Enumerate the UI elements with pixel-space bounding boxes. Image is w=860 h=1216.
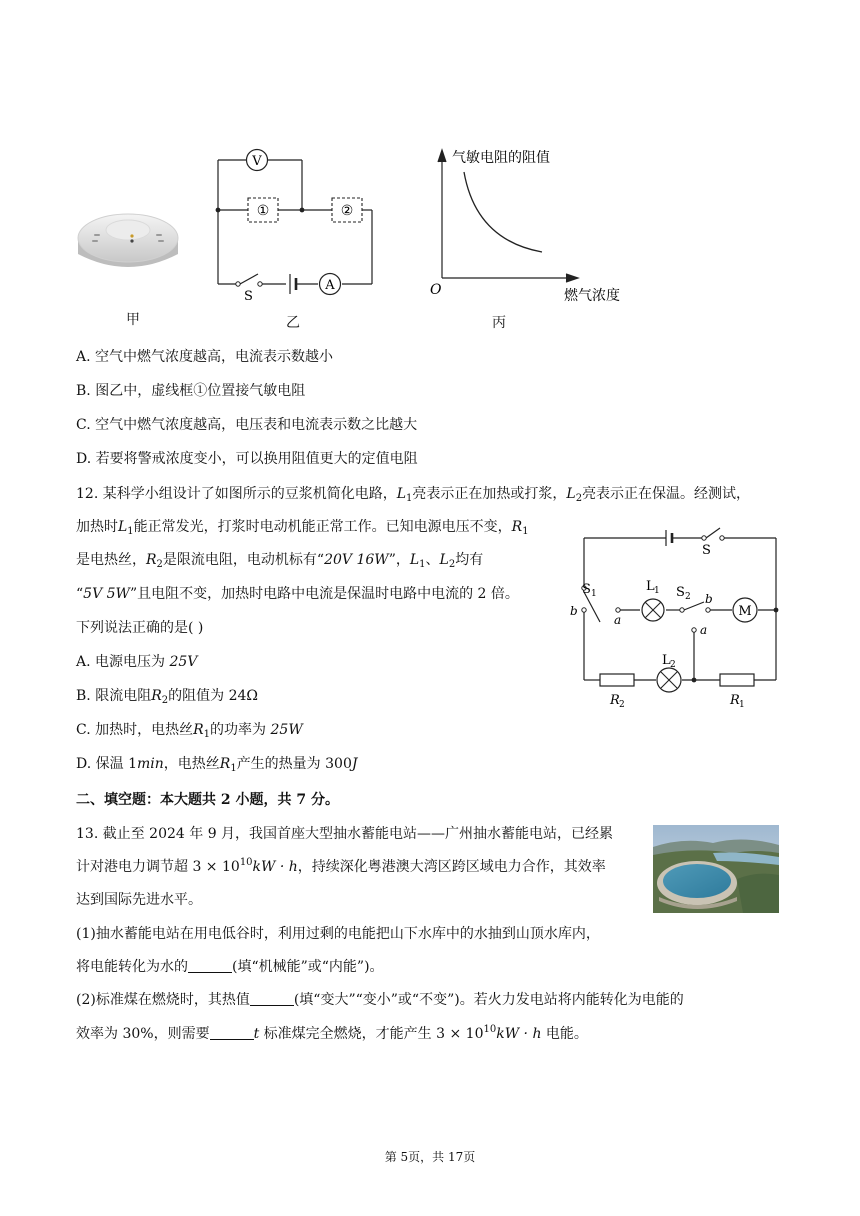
q12-option-a <box>76 652 197 672</box>
motor-label: M <box>738 604 752 619</box>
q13-text: 效率为 30%，则需要 <box>76 1026 210 1042</box>
q12-option-c-value: 25W <box>270 722 303 738</box>
resistor-r2-label: R <box>610 693 620 708</box>
voltmeter-label: V <box>252 154 262 169</box>
lamp-l2-subscript: 2 <box>670 660 676 670</box>
q13-text: ，持续深化粤港澳大湾区跨区域电力合作，其效率 <box>297 859 606 875</box>
unit-kwh: kW · h <box>252 859 298 875</box>
q12-text: 是限流电阻，电动机标有“ <box>162 552 325 568</box>
q11-option-d: D. 若要将警戒浓度变小，可以换用阻值更大的定值电阻 <box>76 451 418 467</box>
unit-joule: J <box>351 756 358 772</box>
symbol-r1: R <box>219 756 231 772</box>
q13-stem-line-2 <box>76 857 606 877</box>
q13-sub2-line-2 <box>76 1024 588 1044</box>
resistor-r2-subscript: 2 <box>619 700 625 710</box>
q13-text: (2)标准煤在燃烧时，其热值 <box>76 992 250 1008</box>
symbol-l1: L <box>118 519 128 535</box>
q12-text: D. 保温 1 <box>76 756 137 772</box>
dashed-box-1-label: ① <box>256 203 270 219</box>
terminal-b-right: b <box>705 592 713 606</box>
figure-label-yi: 乙 <box>286 315 300 331</box>
unit-kwh: kW · h <box>496 1026 542 1042</box>
graph-origin: O <box>430 282 442 298</box>
lamp-l2-label: L <box>662 653 671 668</box>
symbol-l2: L <box>566 486 576 502</box>
exponent: 10 <box>239 857 253 868</box>
q12-text: B. 限流电阻 <box>76 688 152 704</box>
symbol-l2: L <box>439 552 449 568</box>
switch-s2-label: S <box>676 585 685 600</box>
lamp-l1-label: L <box>646 579 655 594</box>
lamp-l1-subscript: 1 <box>654 586 660 596</box>
q12-text: ”且电阻不变，加热时电路中电流是保温时电路中电流的 2 倍。 <box>129 586 519 602</box>
q12-text: 、 <box>425 552 440 568</box>
resistor-r1-label: R <box>730 693 740 708</box>
q12-text: 亮表示正在保温。经测试， <box>582 486 751 502</box>
terminal-b-left: b <box>570 604 578 618</box>
q12-option-a-value: 25V <box>169 654 198 670</box>
symbol-l1: L <box>409 552 420 568</box>
q12-text: 的阻值为 24Ω <box>168 688 258 704</box>
page-footer: 第 5页，共 17页 <box>384 1150 476 1164</box>
q12-stem-line-2: 加热时$L_1$能正常发光，打浆时电动机能正常工作。已知电源电压不变，$R_1$ <box>76 519 529 537</box>
q12-text: “ <box>76 586 84 602</box>
q12-option-c: C. 加热时，电热丝$R_1$的功率为 25W <box>76 722 303 740</box>
q13-sub2-line-1 <box>76 990 684 1010</box>
switch-s-label: S <box>702 543 711 558</box>
q13-stem-line-3: 达到国际先进水平。 <box>76 892 202 908</box>
q12-text: ”， <box>388 552 410 568</box>
q13-text: 标准煤完全燃烧，才能产生 3 × 10 <box>259 1026 484 1042</box>
figure-label-bing: 丙 <box>492 315 506 331</box>
q13-stem-line-1: 13. 截止至 2024 年 9 月，我国首座大型抽水蓄能电站——广州抽水蓄能电站，已经累 <box>76 826 614 842</box>
ammeter-label: A <box>325 278 335 293</box>
lamp-rating: 5V 5W <box>83 586 130 602</box>
q13-text: (填“变大”“变小”或“不变”)。若火力发电站将内能转化为电能的 <box>293 992 684 1008</box>
graph-ylabel: 气敏电阻的阻值 <box>452 150 550 166</box>
q12-prompt: 下列说法正确的是( ) <box>76 620 204 636</box>
section-heading: 二、填空题：本大题共 2 小题，共 7 分。 <box>76 792 339 808</box>
dashed-box-2-label: ② <box>340 203 354 219</box>
answer-blank-2[interactable] <box>250 991 294 1006</box>
q12-text: ，电热丝 <box>163 756 220 772</box>
symbol-r1: R <box>193 722 204 738</box>
switch-s1-label: S <box>582 582 591 597</box>
symbol-r2: R <box>151 688 162 704</box>
terminal-a-left: a <box>614 613 622 627</box>
resistance-concentration-graph <box>426 144 638 310</box>
q12-option-d: D. 保温 1min，电热丝$R_1$产生的热量为 300J <box>76 756 358 774</box>
q12-stem-line-3: 是电热丝，$R_2$是限流电阻，电动机标有“20V 16W”，$L_1$、$L_2$均有 <box>76 552 484 570</box>
q12-text: 能正常发光，打浆时电动机能正常工作。已知电源电压不变， <box>133 519 512 535</box>
symbol-l1: L <box>396 486 407 502</box>
switch-s2-subscript: 2 <box>685 592 691 602</box>
q13-sub1-line-1: (1)抽水蓄能电站在用电低谷时，利用过剩的电能把山下水库中的水抽到山顶水库内， <box>76 926 600 942</box>
q13-text: 将电能转化为水的 <box>76 959 188 975</box>
q12-text: 加热时 <box>76 519 118 535</box>
symbol-r1: R <box>511 519 523 535</box>
q11-option-a: A. 空气中燃气浓度越高，电流表示数越小 <box>76 349 334 365</box>
q12-text: 是电热丝， <box>76 552 146 568</box>
q13-sub1-line-2 <box>76 957 384 977</box>
q12-text: 的功率为 <box>210 722 271 738</box>
answer-blank-1[interactable] <box>188 958 232 973</box>
terminal-a-right: a <box>700 623 708 637</box>
switch-s-label: S <box>244 289 253 302</box>
q12-stem-line-4 <box>76 584 519 604</box>
q11-option-c: C. 空气中燃气浓度越高，电压表和电流表示数之比越大 <box>76 417 418 433</box>
q12-option-b: B. 限流电阻$R_2$的阻值为 24Ω <box>76 688 258 706</box>
q12-text: 亮表示正在加热或打浆， <box>412 486 567 502</box>
exponent: 10 <box>483 1024 497 1035</box>
motor-rating: 20V 16W <box>324 552 389 568</box>
q12-text: 12. 某科学小组设计了如图所示的豆浆机简化电路， <box>76 486 397 502</box>
q12-stem-line-1: 12. 某科学小组设计了如图所示的豆浆机简化电路，$L_1$亮表示正在加热或打浆，$L_2$亮表示正在保温。经测试， <box>76 486 751 504</box>
symbol-r2: R <box>146 552 157 568</box>
resistor-r1-subscript: 1 <box>739 700 745 710</box>
q12-text: C. 加热时，电热丝 <box>76 722 194 738</box>
unit-ton: t <box>253 1026 260 1042</box>
q13-text: 电能。 <box>541 1026 588 1042</box>
q12-text: A. 电源电压为 <box>76 654 170 670</box>
q11-option-b: B. 图乙中，虚线框①位置接气敏电阻 <box>76 383 306 399</box>
q13-text: 计对港电力调节超 3 × 10 <box>76 859 240 875</box>
gas-detector-image <box>72 200 184 280</box>
unit-min: min <box>136 756 164 772</box>
graph-xlabel: 燃气浓度 <box>564 288 620 304</box>
q12-text: 均有 <box>455 552 484 568</box>
switch-s1-subscript: 1 <box>591 589 597 599</box>
figure-label-jia: 甲 <box>126 312 140 328</box>
q12-text: 产生的热量为 300 <box>236 756 352 772</box>
answer-blank-3[interactable] <box>210 1025 254 1040</box>
q13-text: (填“机械能”或“内能”)。 <box>232 959 384 975</box>
soymilk-machine-circuit <box>562 524 788 714</box>
circuit-diagram-yi <box>206 146 382 302</box>
pumped-storage-station-photo <box>653 825 779 913</box>
